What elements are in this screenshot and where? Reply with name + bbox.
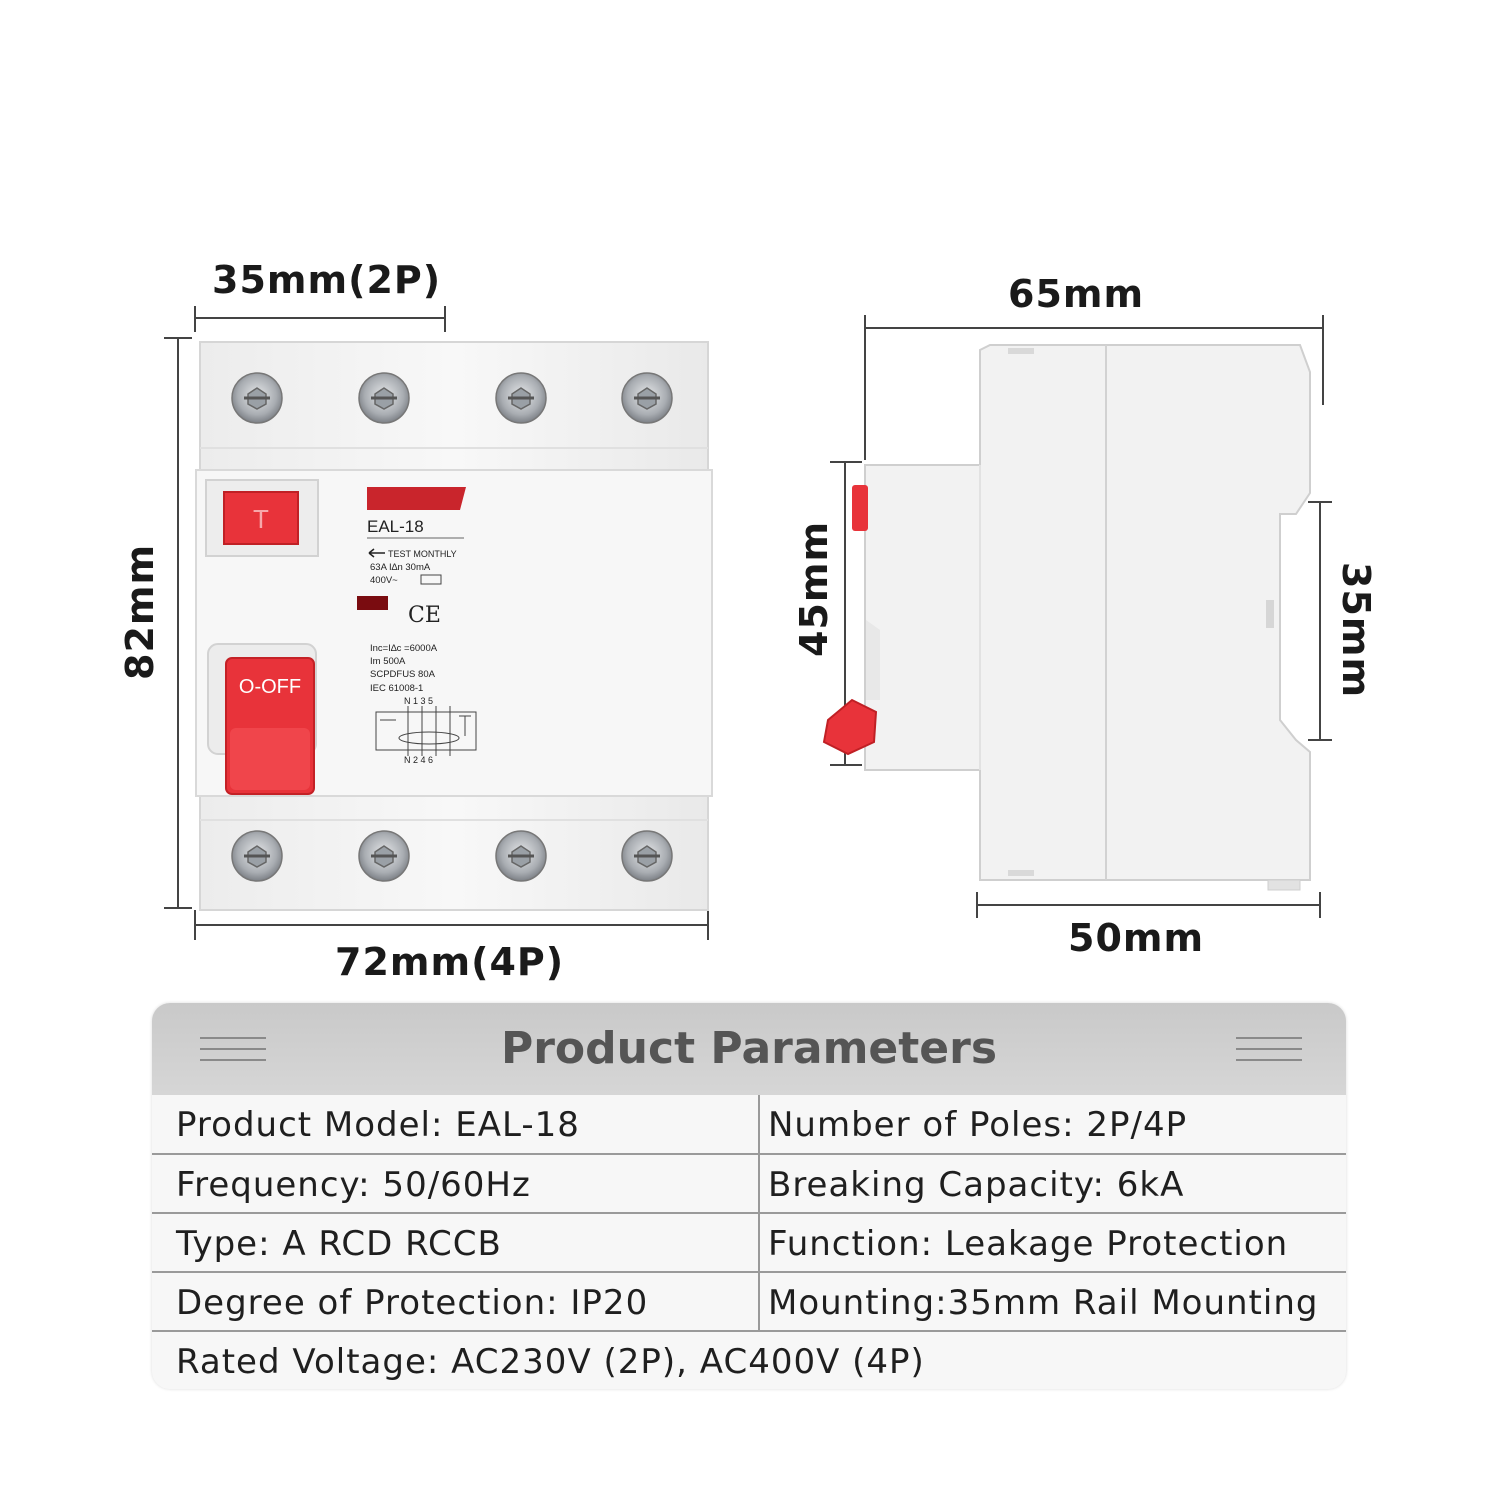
param-cell-rated-voltage: Rated Voltage: AC230V (2P), AC400V (4P) <box>176 1342 925 1382</box>
table-row <box>152 1271 1346 1331</box>
param-cell: Frequency: 50/60Hz <box>176 1165 531 1205</box>
ce-mark: CE <box>408 603 441 628</box>
table-row-full <box>152 1330 1346 1389</box>
menu-lines-icon <box>1236 1037 1302 1071</box>
product-parameters-table <box>152 1003 1346 1389</box>
side-view-device <box>824 345 1310 890</box>
test-button-label: T <box>253 504 269 534</box>
terminals-top: N 1 3 5 <box>404 696 434 706</box>
indicator-window <box>357 596 388 610</box>
spec-line-4: IEC 61008-1 <box>370 683 424 694</box>
dim-front-width-2p: 35mm(2P) <box>212 258 442 302</box>
dim-front-width-4p: 72mm(4P) <box>335 940 565 984</box>
param-cell: Mounting:35mm Rail Mounting <box>768 1283 1319 1323</box>
column-divider <box>758 1095 760 1331</box>
table-row <box>152 1212 1346 1272</box>
ratings-line-1: 63A I∆n 30mA <box>370 562 431 573</box>
ratings-line-2: 400V~ <box>370 575 398 586</box>
dim-side-module-height: 45mm <box>792 520 836 657</box>
param-cell: Breaking Capacity: 6kA <box>768 1165 1185 1205</box>
switch-label: O-OFF <box>238 676 302 698</box>
red-brand-strip <box>367 487 466 510</box>
test-monthly-text: TEST MONTHLY <box>388 549 457 559</box>
side-test-button <box>852 485 868 531</box>
front-view-device <box>196 342 712 910</box>
dim-rail-height: 35mm <box>1334 562 1378 699</box>
param-cell: Function: Leakage Protection <box>768 1224 1289 1264</box>
table-row <box>152 1153 1346 1213</box>
param-cell: Type: A RCD RCCB <box>176 1224 502 1264</box>
dim-side-depth-base: 50mm <box>1068 916 1205 960</box>
param-cell: Product Model: EAL-18 <box>176 1105 580 1145</box>
param-cell: Number of Poles: 2P/4P <box>768 1105 1188 1145</box>
param-cell: Degree of Protection: IP20 <box>176 1283 649 1323</box>
spec-line-1: Inc=I∆c =6000A <box>370 643 438 654</box>
dim-front-height: 82mm <box>118 543 162 680</box>
table-title: Product Parameters <box>500 1023 998 1074</box>
table-header <box>152 1003 1346 1095</box>
terminals-bottom: N 2 4 6 <box>404 755 434 765</box>
dim-side-depth: 65mm <box>1008 272 1145 316</box>
table-row <box>152 1095 1346 1153</box>
device-model: EAL-18 <box>367 517 424 536</box>
spec-line-2: Im 500A <box>370 656 406 667</box>
spec-line-3: SCPDFUS 80A <box>370 669 435 680</box>
